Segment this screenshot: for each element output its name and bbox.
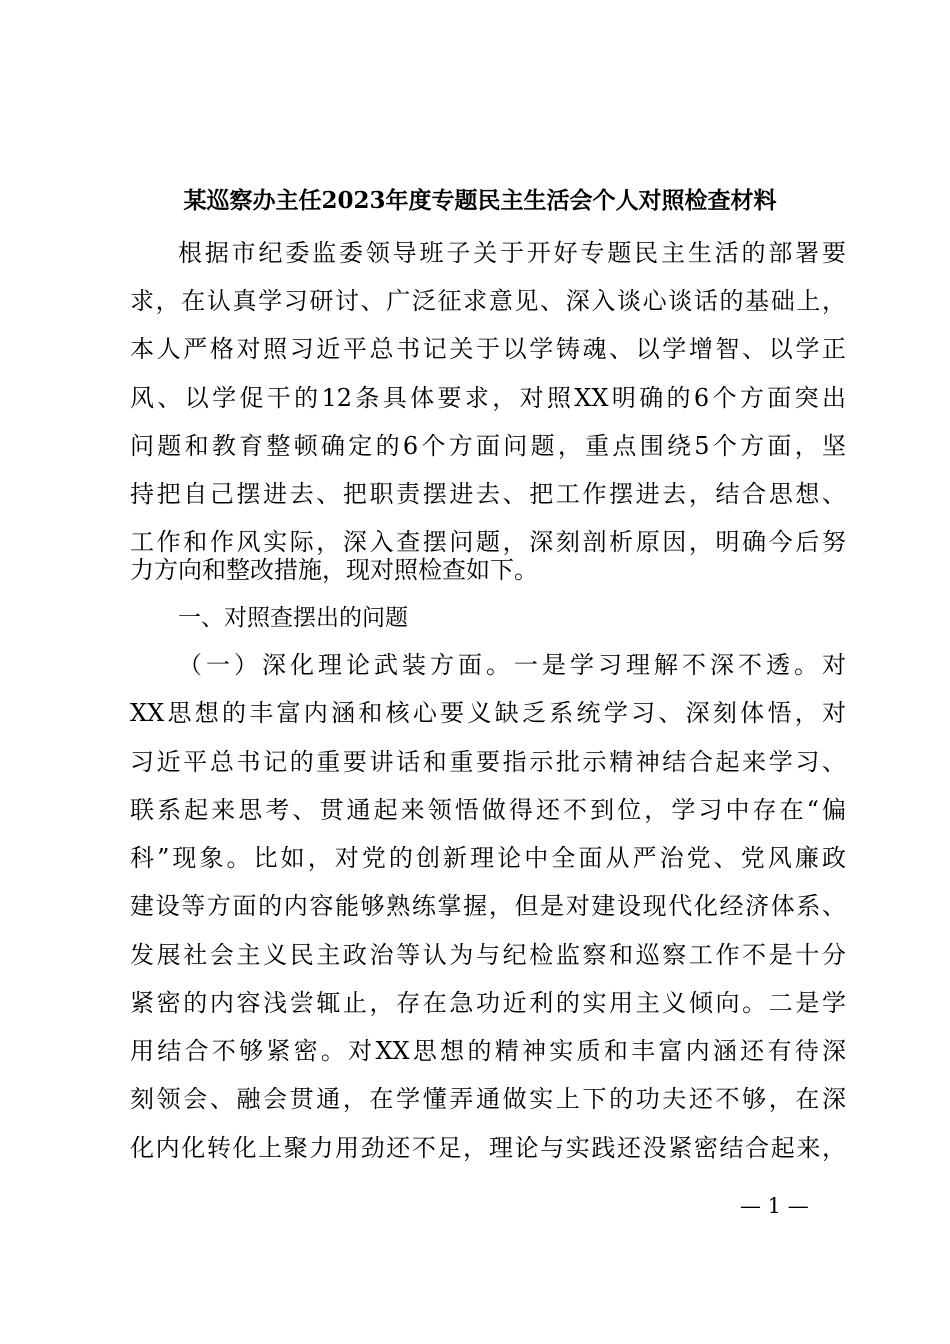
intro-line: 工作和作风实际，深入查摆问题，深刻剖析原因，明确今后努 [130,528,846,556]
body-line: 紧密的内容浅尝辄止，存在急功近利的实用主义倾向。二是学 [130,989,846,1017]
intro-line: 本人严格对照习近平总书记关于以学铸魂、以学增智、以学正 [130,335,846,363]
intro-line: 风、以学促干的12条具体要求，对照XX明确的6个方面突出 [130,384,846,412]
body-line: 习近平总书记的重要讲话和重要指示批示精神结合起来学习、 [130,748,846,776]
body-line: 联系起来思考、贯通起来领悟做得还不到位，学习中存在“偏 [130,796,846,824]
section-heading: 一、对照查摆出的问题 [178,605,408,631]
body-line: 发展社会主义民主政治等认为与纪检监察和巡察工作不是十分 [130,941,846,969]
intro-line: 求，在认真学习研讨、广泛征求意见、深入谈心谈话的基础上， [130,287,846,315]
body-line: 刻领会、融会贯通，在学懂弄通做实上下的功夫还不够，在深 [130,1085,846,1113]
body-line: 建设等方面的内容能够熟练掌握，但是对建设现代化经济体系、 [130,892,846,920]
document-title: 某巡察办主任2023年度专题民主生活会个人对照检查材料 [183,187,777,214]
intro-line: 问题和教育整顿确定的6个方面问题，重点围绕5个方面，坚 [130,432,846,460]
intro-line: 力方向和整改措施，现对照检查如下。 [130,556,538,584]
page-number: — 1 — [740,1194,809,1218]
intro-line: 持把自己摆进去、把职责摆进去、把工作摆进去，结合思想、 [130,480,846,508]
body-line: XX思想的丰富内涵和核心要义缺乏系统学习、深刻体悟，对 [130,699,846,727]
intro-line: 根据市纪委监委领导班子关于开好专题民主生活的部署要 [178,239,846,267]
body-line: 科”现象。比如，对党的创新理论中全面从严治党、党风廉政 [130,844,846,872]
body-line: （一）深化理论武装方面。一是学习理解不深不透。对 [178,651,846,679]
body-line: 用结合不够紧密。对XX思想的精神实质和丰富内涵还有待深 [130,1037,846,1065]
body-line: 化内化转化上聚力用劲还不足，理论与实践还没紧密结合起来， [130,1134,846,1162]
